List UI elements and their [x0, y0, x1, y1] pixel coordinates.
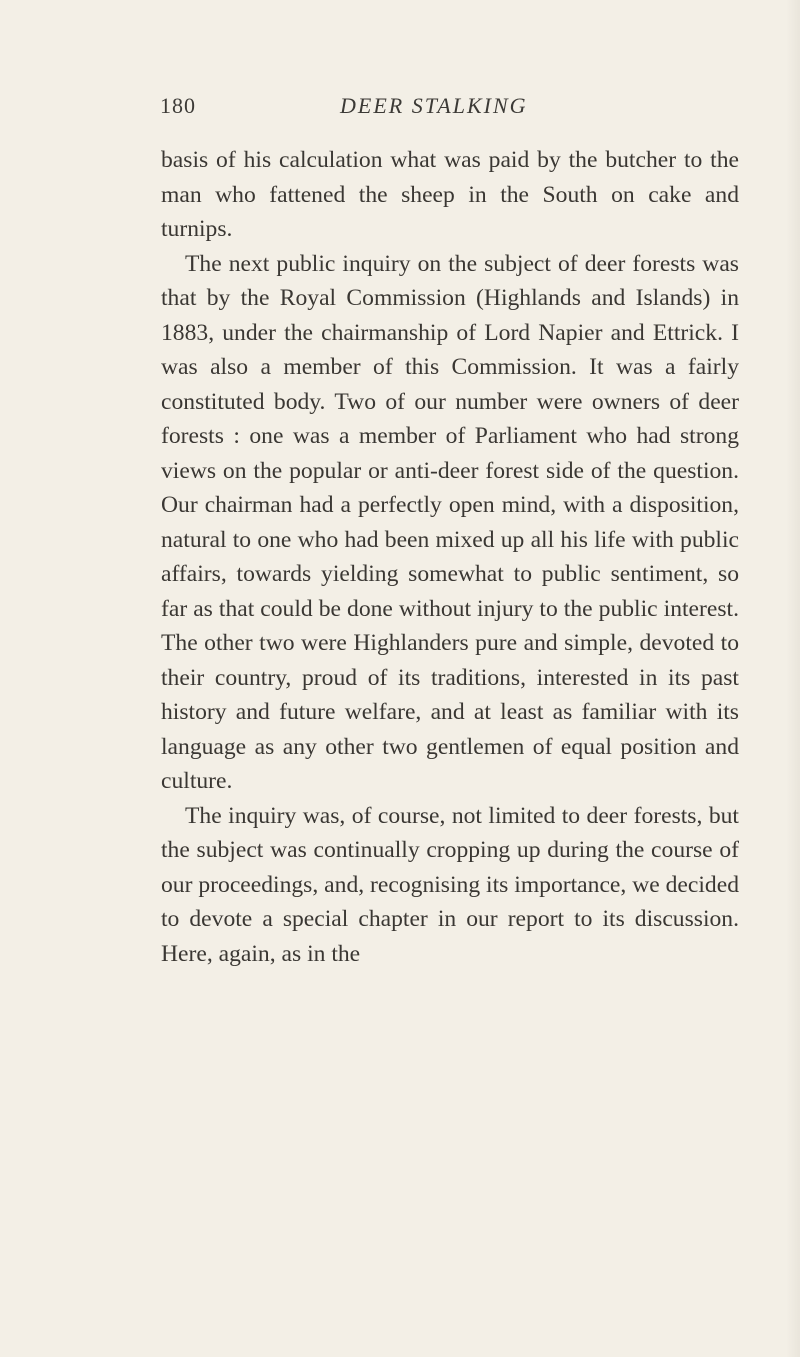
paragraph-royal-commission: The next public inquiry on the subject of deer forests was that by the Royal Commission (Highlands and Islands) in 1883, under the chairmanship of Lord Napier and Ettrick. I was also a member of this Commission. It was a fairly constituted body. Two of our number were owners of deer forests : one was a member of Parliament who had strong views on the popular or anti-deer forest side of the question. Our chairman had a perfectly open mind, with a disposition, natural to one who had been mixed up all his life with public affairs, towards yielding somewhat to public sentiment, so far as that could be done without injury to the public interest. The other two were Highlanders pure and simple, devoted to their country, proud of its traditions, interested in its past history and future welfare, and at least as familiar with its language as any other two gentlemen of equal position and culture. [161, 250, 739, 794]
running-title: DEER STALKING [340, 93, 528, 118]
body-text [161, 143, 739, 971]
running-head [160, 93, 740, 123]
page-edge-shadow [786, 0, 800, 1357]
paragraph-inquiry: The inquiry was, of course, not limited to deer forests, but the subject was continually cropping up during the course of our proceedings, and, recognising its importance, we decided to devote a special chapter in our report to its discussion. Here, again, as in the [161, 802, 739, 967]
page-number: 180 [160, 93, 196, 118]
paragraph-continued: basis of his calculation what was paid by the butcher to the man who fattened the sheep in the South on cake and turnips. [161, 147, 739, 242]
